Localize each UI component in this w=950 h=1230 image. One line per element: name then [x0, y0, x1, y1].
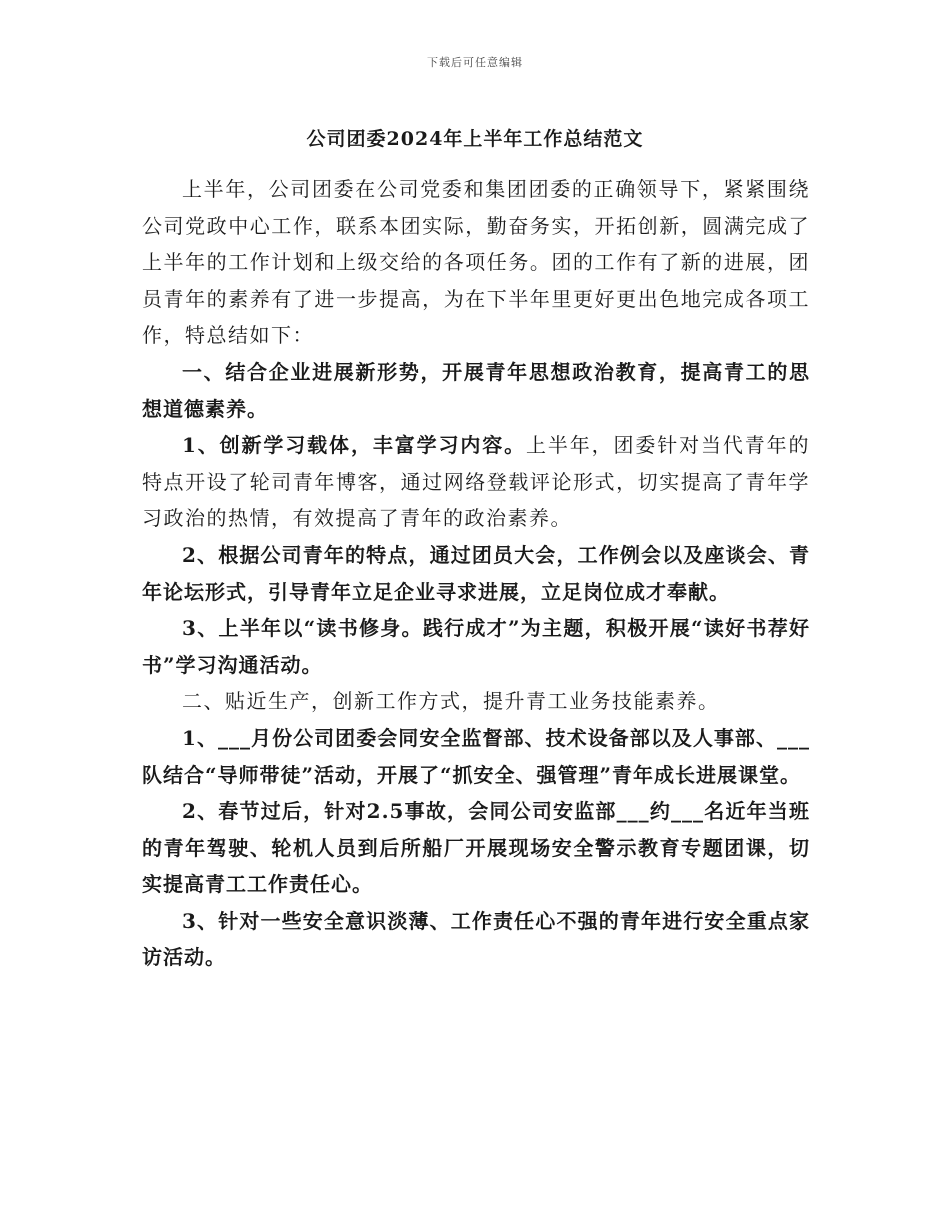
section-2-heading: 二、贴近生产，创新工作方式，提升青工业务技能素养。	[182, 689, 720, 714]
section-1-item-1-text: 上半年，团委针对当代青年的特点开设了轮司青年博客，通过网络登载评论形式，切实提高了青年学习政治的热情，有效提高了青年的政治素养。	[142, 433, 811, 531]
document-body	[142, 171, 810, 976]
intro-paragraph: 上半年，公司团委在公司党委和集团团委的正确领导下，紧紧围绕公司党政中心工作，联系本团实际，勤奋务实，开拓创新，圆满完成了上半年的工作计划和上级交给的各项任务。团的工作有了新的进展，团员青年的素养有了进一步提高，为在下半年里更好更出色地完成各项工作，特总结如下：	[142, 177, 810, 348]
section-2-item-1: 1、___月份公司团委会同安全监督部、技术设备部以及人事部、___队结合“导师带徒”活动，开展了“抓安全、强管理”青年成长进展课堂。	[142, 725, 810, 787]
page-header-note: 下载后可任意编辑	[427, 56, 523, 69]
document-title: 公司团委2024年上半年工作总结范文	[306, 128, 644, 150]
section-1-item-1-lead: 1、创新学习载体，丰富学习内容。	[182, 433, 526, 458]
section-1-heading: 一、结合企业进展新形势，开展青年思想政治教育，提高青工的思想道德素养。	[142, 359, 810, 421]
section-2-item-3: 3、针对一些安全意识淡薄、工作责任心不强的青年进行安全重点家访活动。	[142, 908, 810, 970]
section-1-item-2: 2、根据公司青年的特点，通过团员大会，工作例会以及座谈会、青年论坛形式，引导青年立足企业寻求进展，立足岗位成才奉献。	[142, 542, 810, 604]
section-2-item-2: 2、春节过后，针对2.5事故，会同公司安监部___约___名近年当班的青年驾驶、轮机人员到后所船厂开展现场安全警示教育专题团课，切实提高青工工作责任心。	[142, 799, 810, 897]
section-1-item-3: 3、上半年以“读书修身。践行成才”为主题，积极开展“读好书荐好书”学习沟通活动。	[142, 616, 810, 677]
section-1-item-1	[142, 427, 810, 537]
